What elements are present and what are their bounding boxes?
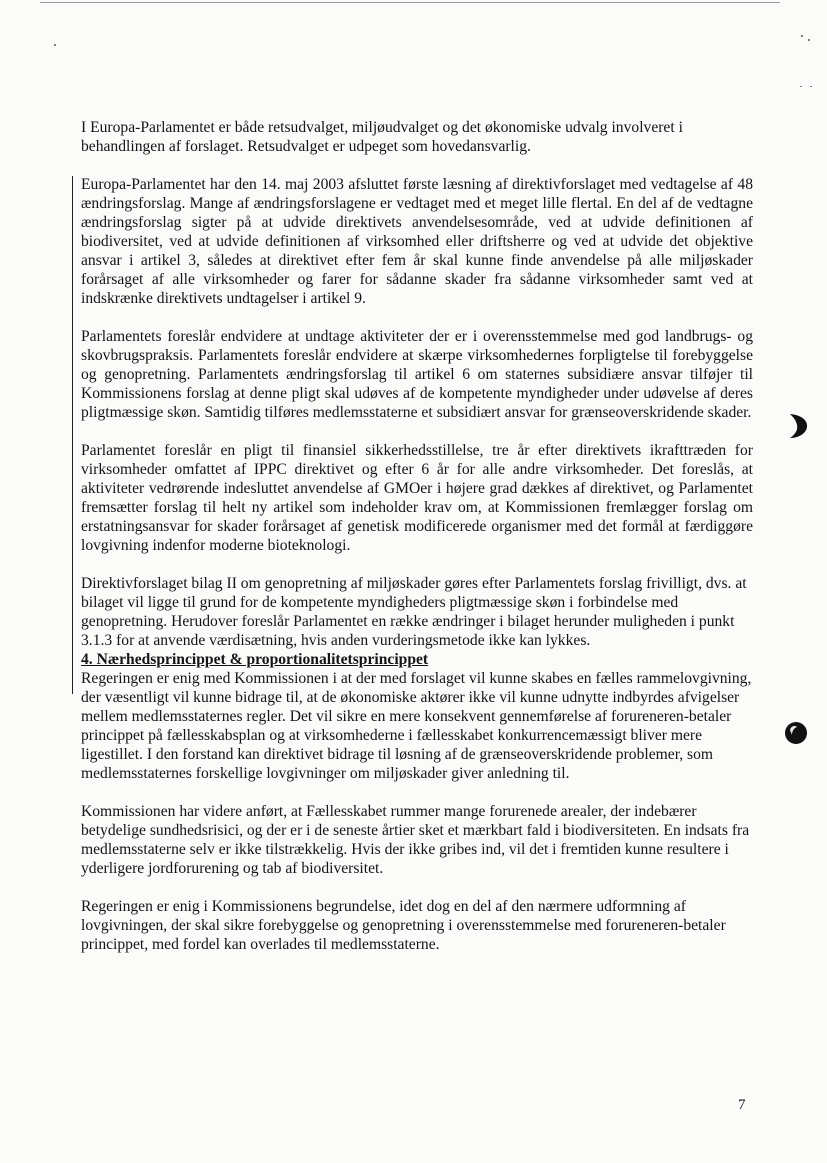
scan-top-edge bbox=[40, 2, 780, 3]
punch-hole-icon bbox=[783, 720, 809, 746]
scan-speck bbox=[801, 35, 803, 37]
paragraph: Kommissionen har videre anført, at Fællesskabet rummer mange forurenede arealer, der indebærer betydelige sundhedsrisici, og der er i de seneste årtier sket et mærkbart fald i biodiversiteten. En indsats fra medlemsstaterne selv er ikke tilstrækkelig. Hvis der ikke gribes ind, vil det i fremtiden kunne resultere i yderligere jordforurening og tab af biodiversitet. bbox=[81, 803, 750, 877]
paragraph: Europa-Parlamentet har den 14. maj 2003 afsluttet første læsning af direktivforslaget med vedtagelse af 48 ændringsforslag. Mange af ændringsforslagene er vedtaget med et meget lille flertal. En del af de vedtagne ændringsforslag sigter på at udvide direktivets anvendelsesområde, ved at udvide definitionen af biodiversitet, ved at udvide definitionen af virksomhed eller driftsherre og ved at udvide det objektive ansvar i artikel 3, således at direktivet efter fem år skal kunne finde anvendelse på alle miljøskader forårsaget af alle virksomheder og farer for sådanne skader fra sådanne virksomheder samt ved at indskrænke direktivets undtagelser i artikel 9. bbox=[81, 176, 753, 307]
paragraph: Parlamentet foreslår en pligt til finansiel sikkerhedsstillelse, tre år efter direktivets ikrafttræden for virksomheder omfattet af IPPC direktivet og efter 6 år for alle andre virksomheder. Det foreslås, at aktiviteter vedrørende indesluttet anvendelse af GMOer i højere grad dækkes af direktivet, og Parlamentet fremsætter forslag til helt ny artikel som indeholder krav om, at Kommissionen fremlægger forslag om erstatningsansvar for skader forårsaget af genetisk modificerede organismer med det formål at færdiggøre lovgivning indenfor moderne bioteknologi. bbox=[81, 442, 753, 554]
page-number: 7 bbox=[738, 1097, 746, 1113]
paragraph: I Europa-Parlamentet er både retsudvalget, miljøudvalget og det økonomiske udvalg involveret i behandlingen af forslaget. Retsudvalget er udpeget som hovedansvarlig. bbox=[81, 119, 683, 155]
paragraph: Direktivforslaget bilag II om genopretning af miljøskader gøres efter Parlamentets forslag frivilligt, dvs. at bilaget vil ligge til grund for de kompetente myndigheders pligtmæssige skøn i forbindelse med genopretning. Herudover foreslår Parlamentet en række ændringer i bilaget herunder muligheden i punkt 3.1.3 for at anvende værdisætning, hvis anden vurderingsmetode ikke kan lykkes. bbox=[81, 575, 747, 649]
scan-speck bbox=[808, 39, 810, 41]
scan-speck bbox=[810, 86, 812, 87]
paragraph: Regeringen er enig i Kommissionens begrundelse, idet dog en del af den nærmere udformning af lovgivningen, der skal sikre forebyggelse og genopretning i overensstemmelse med forureneren-betaler princippet, med fordel kan overlades til medlemsstaterne. bbox=[81, 898, 726, 953]
scan-speck bbox=[800, 86, 802, 87]
revision-bar bbox=[72, 176, 73, 694]
document-body bbox=[81, 118, 753, 954]
section-heading: 4. Nærhedsprincippet & proportionalitetsprincippet bbox=[81, 651, 429, 668]
scan-speck bbox=[54, 44, 56, 46]
punch-hole-icon bbox=[784, 412, 810, 440]
paragraph: Regeringen er enig med Kommissionen i at der med forslaget vil kunne skabes en fælles rammelovgivning, der væsentligt vil kunne bidrage til, at de økonomiske aktører ikke vil kunne udnytte indbyrdes afvigelser mellem medlemsstaternes regler. Det vil sikre en mere konsekvent gennemførelse af forureneren-betaler princippet på fællesskabsplan og at virksomhederne i fællesskabet konkurrencemæssigt bliver mere ligestillet. I den forstand kan direktivet bidrage til løsning af de grænseoverskridende problemer, som medlemsstaternes forskellige lovgivninger om miljøskader giver anledning til. bbox=[81, 670, 752, 782]
paragraph: Parlamentets foreslår endvidere at undtage aktiviteter der er i overensstemmelse med god landbrugs- og skovbrugspraksis. Parlamentets foreslår endvidere at skærpe virksomhedernes forpligtelse til forebyggelse og genopretning. Parlamentets ændringsforslag til artikel 6 om staternes subsidiære ansvar tilføjer til Kommissionens forslag at denne pligt skal udøves af de kompetente myndigheder under udøvelse af deres pligtmæssige skøn. Samtidig tilføres medlemsstaterne et subsidiært ansvar for grænseoverskridende skader. bbox=[81, 328, 753, 421]
